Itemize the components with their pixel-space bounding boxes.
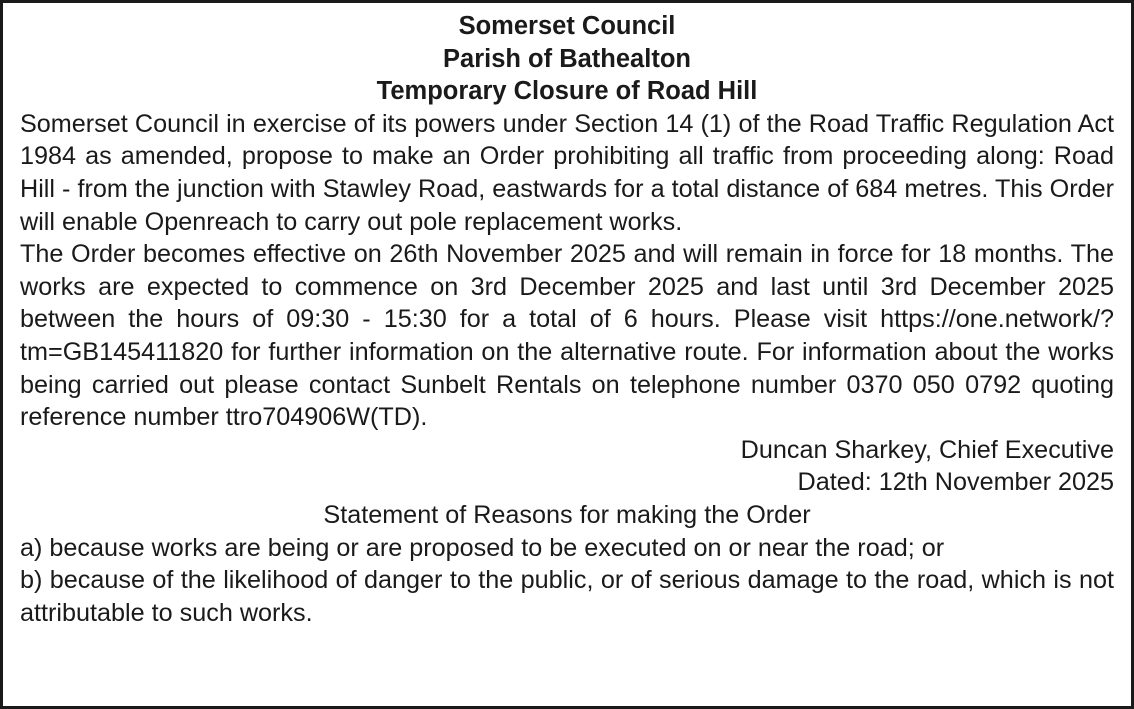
signatory: Duncan Sharkey, Chief Executive bbox=[740, 435, 1114, 464]
council-name-heading: Somerset Council bbox=[458, 12, 676, 40]
reason-a: a) because works are being or are proposed to be executed on or near the road; or bbox=[20, 533, 945, 562]
order-details-paragraph: The Order becomes effective on 26th November 2025 and will remain in force for 18 months. The works are expected to commence on 3rd December 2025 and last until 3rd December 2025 between the hours of 09:30 - 15:30 for a total of 6 hours. Please visit https://one.network/?tm=GB145411820 for further information on the alternative route. For information about the works being carried out please contact Sunbelt Rentals on telephone number 0370 050 0792 quoting reference number ttro704906W(TD). bbox=[20, 240, 1114, 432]
dated-line: Dated: 12th November 2025 bbox=[797, 468, 1114, 497]
reason-b: b) because of the likelihood of danger to the public, or of serious damage to the road, which is not attributable to such works. bbox=[20, 566, 1114, 627]
parish-heading: Parish of Bathealton bbox=[443, 44, 691, 73]
order-proposal-paragraph: Somerset Council in exercise of its powers under Section 14 (1) of the Road Traffic Regulation Act 1984 as amended, propose to make an Order prohibiting all traffic from proceeding along: Road Hill - from the junction with Stawley Road, eastwards for a total distance of 684 metres. This Order will enable Openreach to carry out pole replacement works. bbox=[20, 109, 1114, 236]
reasons-heading: Statement of Reasons for making the Order bbox=[323, 500, 811, 529]
closure-title-heading: Temporary Closure of Road Hill bbox=[376, 77, 758, 106]
